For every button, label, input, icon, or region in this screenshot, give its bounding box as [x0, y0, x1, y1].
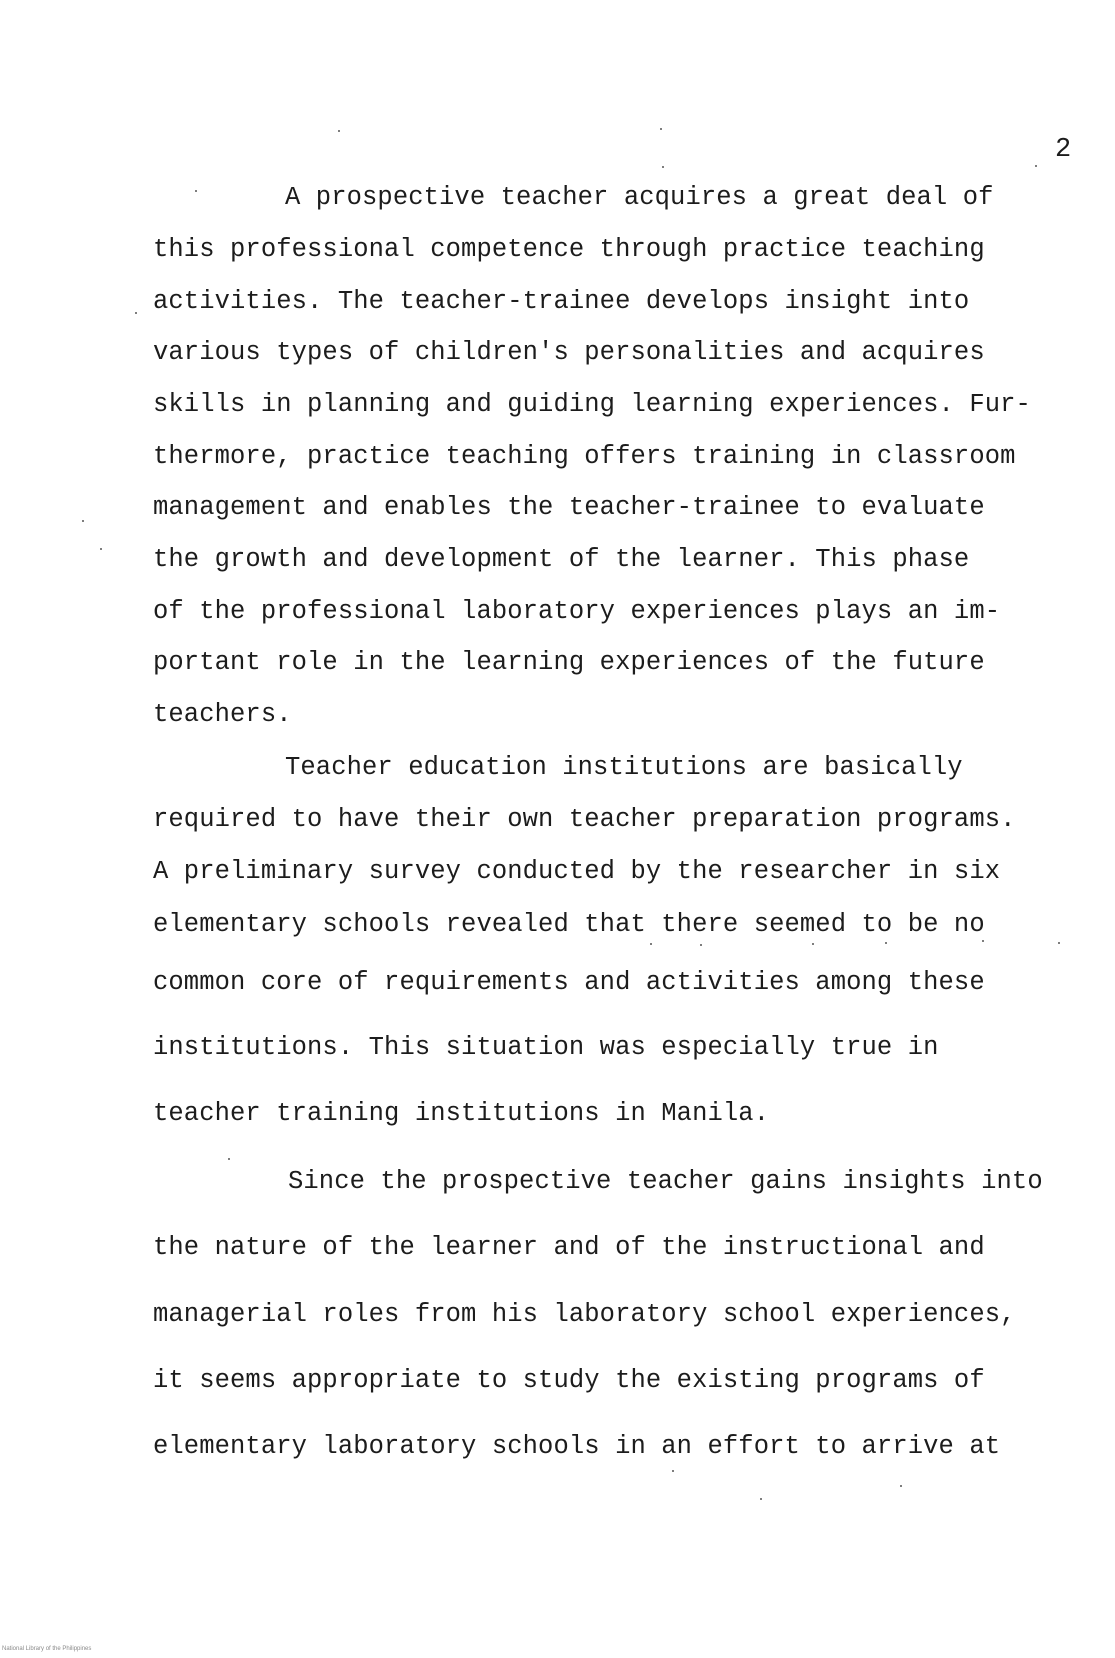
- text-line: portant role in the learning experiences of the future: [153, 648, 985, 677]
- scan-speck: [135, 312, 137, 314]
- scan-speck: [660, 128, 662, 130]
- scan-speck: [1035, 165, 1037, 167]
- scan-speck: [338, 130, 340, 132]
- scan-speck: [812, 943, 814, 945]
- text-line: institutions. This situation was especially true in: [153, 1033, 939, 1062]
- text-line: thermore, practice teaching offers training in classroom: [153, 442, 1016, 471]
- text-line: of the professional laboratory experiences plays an im-: [153, 597, 1001, 626]
- text-line: A preliminary survey conducted by the researcher in six: [153, 857, 1001, 886]
- text-line: activities. The teacher-trainee develops insight into: [153, 287, 970, 316]
- scan-speck: [650, 943, 652, 945]
- scan-speck: [100, 548, 102, 550]
- page-number: 2: [1055, 135, 1072, 165]
- scan-speck: [1058, 942, 1060, 944]
- scan-speck: [672, 1470, 674, 1472]
- scan-footer: National Library of the Philippines: [2, 1646, 92, 1652]
- text-line: common core of requirements and activities among these: [153, 968, 985, 997]
- text-line: this professional competence through practice teaching: [153, 235, 985, 264]
- scan-speck: [885, 942, 887, 944]
- text-line: required to have their own teacher preparation programs.: [153, 805, 1016, 834]
- scan-speck: [195, 190, 197, 192]
- text-line: Teacher education institutions are basically: [285, 753, 963, 782]
- text-line: teacher training institutions in Manila.: [153, 1099, 770, 1128]
- text-line: it seems appropriate to study the existing programs of: [153, 1366, 985, 1395]
- text-line: elementary schools revealed that there seemed to be no: [153, 910, 985, 939]
- text-line: the nature of the learner and of the instructional and: [153, 1233, 985, 1262]
- text-line: various types of children's personalities and acquires: [153, 338, 985, 367]
- text-line: the growth and development of the learner. This phase: [153, 545, 970, 574]
- scan-speck: [662, 166, 664, 168]
- text-line: A prospective teacher acquires a great deal of: [285, 183, 994, 212]
- scan-speck: [82, 520, 84, 522]
- scan-speck: [900, 1485, 902, 1487]
- text-line: teachers.: [153, 700, 292, 729]
- text-line: skills in planning and guiding learning experiences. Fur-: [153, 390, 1031, 419]
- text-line: management and enables the teacher-trainee to evaluate: [153, 493, 985, 522]
- text-line: Since the prospective teacher gains insights into: [288, 1167, 1043, 1196]
- scan-speck: [228, 1158, 230, 1160]
- scan-speck: [982, 940, 984, 942]
- scan-speck: [700, 944, 702, 946]
- scan-speck: [760, 1498, 762, 1500]
- text-line: managerial roles from his laboratory school experiences,: [153, 1300, 1016, 1329]
- text-line: elementary laboratory schools in an effort to arrive at: [153, 1432, 1001, 1461]
